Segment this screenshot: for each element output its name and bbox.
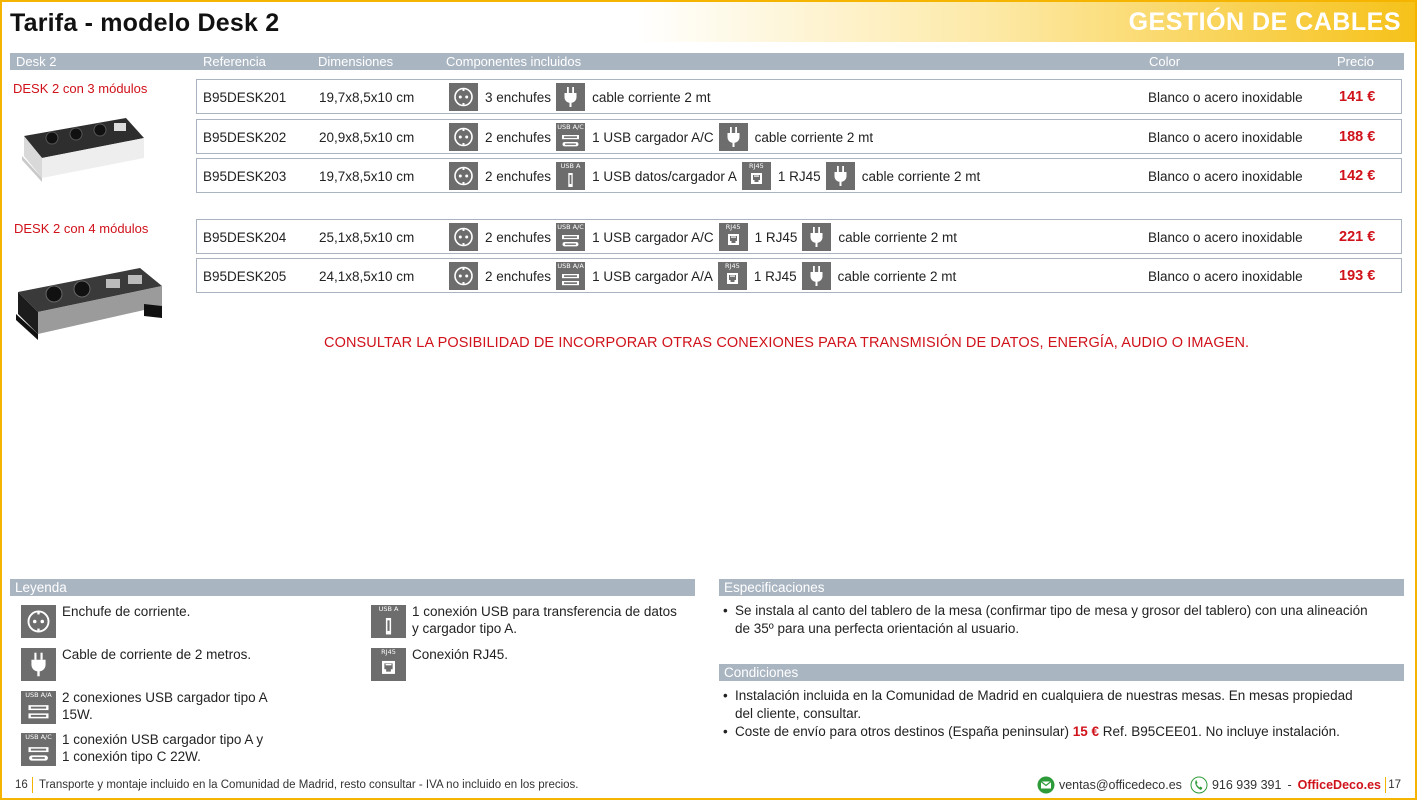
footer-divider — [1385, 777, 1386, 793]
row-dimensions: 20,9x8,5x10 cm — [319, 130, 415, 145]
col-price: Precio — [1337, 54, 1374, 69]
usb-ac-icon — [556, 223, 585, 251]
component-text: cable corriente 2 mt — [861, 168, 981, 184]
plug-icon — [826, 162, 855, 190]
specs-line2: de 35º para una perfecta orientación al usuario. — [735, 621, 1020, 636]
row-color: Blanco o acero inoxidable — [1148, 130, 1303, 145]
section-title: GESTIÓN DE CABLES — [1128, 8, 1401, 36]
legend-line1: Cable de corriente de 2 metros. — [62, 647, 252, 662]
conditions-item — [721, 723, 1411, 741]
legend-text — [62, 731, 263, 765]
specs-title: Especificaciones — [724, 580, 825, 595]
row-components — [449, 83, 716, 111]
rj45-icon — [718, 262, 747, 290]
row-price: 142 € — [1339, 168, 1376, 184]
rj45-icon — [742, 162, 771, 190]
legend-line2: y cargador tipo A. — [412, 621, 518, 636]
table-row — [196, 119, 1402, 154]
conditions-b1-line1: Instalación incluida en la Comunidad de Madrid en cualquiera de nuestras mesas. En mesas propiedad — [735, 688, 1353, 703]
plug-icon — [719, 123, 748, 151]
plug-icon — [556, 83, 585, 111]
row-price: 188 € — [1339, 129, 1376, 145]
row-color: Blanco o acero inoxidable — [1148, 169, 1303, 184]
desk2-3-modules-image — [16, 108, 148, 184]
row-dimensions: 24,1x8,5x10 cm — [319, 269, 415, 284]
row-dimensions: 19,7x8,5x10 cm — [319, 169, 415, 184]
component-text: 2 enchufes — [485, 268, 552, 284]
table-header — [10, 53, 1404, 70]
col-comp: Componentes incluidos — [446, 54, 582, 69]
row-price: 193 € — [1339, 268, 1376, 284]
row-components — [449, 223, 962, 251]
component-text: 1 USB cargador A/A — [592, 268, 713, 284]
plug-icon — [21, 648, 56, 681]
legend-line1: Enchufe de corriente. — [62, 604, 191, 619]
specs-line1: Se instala al canto del tablero de la mesa (confirmar tipo de mesa y grosor del tablero) con una alineación — [735, 603, 1368, 618]
conditions-item — [721, 687, 1411, 723]
conditions-list — [721, 687, 1411, 741]
row-reference: B95DESK202 — [203, 130, 287, 145]
usb-ac-icon — [556, 123, 585, 151]
legend-item — [21, 605, 190, 638]
legend-line2: 1 conexión tipo C 22W. — [62, 749, 201, 764]
plug-icon — [802, 223, 831, 251]
row-components — [449, 262, 961, 290]
usb-a-icon — [556, 162, 585, 190]
row-dimensions: 19,7x8,5x10 cm — [319, 90, 415, 105]
legend-text — [412, 603, 677, 637]
usb-aa-icon-tag: USB A/A — [557, 262, 584, 270]
specs-item — [721, 602, 1411, 638]
footer-dash: - — [1287, 778, 1292, 792]
legend-line2: 15W. — [62, 707, 93, 722]
legend-item — [371, 648, 508, 681]
row-reference: B95DESK201 — [203, 90, 287, 105]
usb-ac-icon-tag: USB A/C — [25, 733, 52, 741]
legend-text — [62, 689, 268, 723]
footer-brand[interactable]: OfficeDeco.es — [1297, 778, 1381, 792]
table-row — [196, 158, 1402, 193]
legend-title-bar — [10, 579, 695, 596]
rj45-icon — [371, 648, 406, 681]
usb-ac-icon — [21, 733, 56, 766]
rj45-icon — [719, 223, 748, 251]
specs-title-bar — [719, 579, 1404, 596]
page-number-right: 17 — [1388, 779, 1401, 791]
row-reference: B95DESK205 — [203, 269, 287, 284]
conditions-b1-line2: del cliente, consultar. — [735, 706, 862, 721]
usb-aa-icon — [21, 691, 56, 724]
footer-note: Transporte y montaje incluido en la Comunidad de Madrid, resto consultar - IVA no incluido en los precios. — [39, 779, 579, 791]
socket-icon — [449, 223, 478, 251]
component-text: 1 RJ45 — [754, 229, 798, 245]
conditions-b2-pre: Coste de envío para otros destinos (España peninsular) — [735, 724, 1069, 739]
col-ref: Referencia — [203, 54, 266, 69]
component-text: 1 RJ45 — [753, 268, 797, 284]
page-footer — [0, 775, 1417, 797]
email-icon — [1037, 776, 1055, 794]
usb-ac-icon-tag: USB A/C — [557, 223, 584, 231]
component-text: cable corriente 2 mt — [837, 268, 957, 284]
page-number-left: 16 — [15, 779, 28, 791]
legend-line1: 1 conexión USB para transferencia de datos — [412, 604, 677, 619]
component-text: cable corriente 2 mt — [754, 129, 874, 145]
component-text: cable corriente 2 mt — [838, 229, 957, 245]
page-title: Tarifa - modelo Desk 2 — [10, 9, 280, 37]
table-row — [196, 219, 1402, 254]
component-text: 3 enchufes — [485, 89, 552, 105]
page-header — [2, 2, 1415, 42]
legend-line1: 2 conexiones USB cargador tipo A — [62, 690, 268, 705]
footer-email[interactable]: ventas@officedeco.es — [1058, 778, 1182, 792]
row-color: Blanco o acero inoxidable — [1148, 230, 1303, 245]
table-row — [196, 258, 1402, 293]
legend-item — [21, 648, 251, 681]
row-dimensions: 25,1x8,5x10 cm — [319, 230, 415, 245]
socket-icon — [449, 83, 478, 111]
component-text: 1 RJ45 — [777, 168, 821, 184]
legend-item — [21, 733, 263, 766]
row-color: Blanco o acero inoxidable — [1148, 269, 1303, 284]
socket-icon — [449, 162, 478, 190]
component-text: 2 enchufes — [485, 229, 552, 245]
footer-divider — [32, 777, 33, 793]
component-text: 1 USB datos/cargador A — [592, 168, 737, 184]
conditions-title: Condiciones — [724, 665, 799, 680]
usb-aa-icon-tag: USB A/A — [25, 691, 52, 699]
row-color: Blanco o acero inoxidable — [1148, 90, 1303, 105]
socket-icon — [21, 605, 56, 638]
table-row — [196, 79, 1402, 114]
desk2-4-modules-image — [14, 262, 166, 342]
legend-item — [371, 605, 677, 638]
component-text: 2 enchufes — [485, 129, 552, 145]
legend-line1: 1 conexión USB cargador tipo A y — [62, 732, 264, 747]
col-model: Desk 2 — [16, 54, 57, 69]
group-label-4-modules: DESK 2 con 4 módulos — [14, 221, 149, 236]
legend-text — [62, 603, 190, 620]
component-text: 2 enchufes — [485, 168, 552, 184]
col-dim: Dimensiones — [318, 54, 394, 69]
consult-notice: CONSULTAR LA POSIBILIDAD DE INCORPORAR OTRAS CONEXIONES PARA TRANSMISIÓN DE DATOS, ENERGÍA, AUDIO O IMAGEN. — [324, 335, 1250, 351]
rj45-icon-tag: RJ45 — [381, 648, 396, 656]
conditions-title-bar — [719, 664, 1404, 681]
legend-line1: Conexión RJ45. — [412, 647, 509, 662]
col-color: Color — [1149, 54, 1181, 69]
row-price: 141 € — [1339, 89, 1376, 105]
row-price: 221 € — [1339, 229, 1376, 245]
usb-a-icon — [371, 605, 406, 638]
rj45-icon-tag: RJ45 — [749, 162, 764, 170]
legend-text — [412, 646, 508, 663]
row-reference: B95DESK204 — [203, 230, 287, 245]
footer-phone[interactable]: 916 939 391 — [1211, 778, 1282, 792]
row-components — [449, 162, 985, 190]
phone-icon — [1190, 776, 1208, 794]
specs-list — [721, 602, 1411, 638]
footer-contact — [1037, 776, 1381, 794]
socket-icon — [449, 262, 478, 290]
socket-icon — [449, 123, 478, 151]
component-text: 1 USB cargador A/C — [592, 229, 714, 245]
usb-ac-icon-tag: USB A/C — [557, 123, 584, 131]
usb-a-icon-tag: USB A — [560, 162, 581, 170]
row-components — [449, 123, 878, 151]
plug-icon — [802, 262, 831, 290]
component-text: cable corriente 2 mt — [592, 89, 711, 105]
shipping-price: 15 € — [1072, 724, 1099, 739]
conditions-b2-post: Ref. B95CEE01. No incluye instalación. — [1102, 724, 1340, 739]
usb-a-icon-tag: USB A — [378, 605, 399, 613]
group-label-3-modules: DESK 2 con 3 módulos — [13, 81, 148, 96]
legend-item — [21, 691, 268, 724]
usb-aa-icon — [556, 262, 585, 290]
rj45-icon-tag: RJ45 — [725, 262, 740, 270]
rj45-icon-tag: RJ45 — [725, 223, 741, 231]
legend-text — [62, 646, 251, 663]
component-text: 1 USB cargador A/C — [592, 129, 714, 145]
legend-title: Leyenda — [15, 580, 67, 595]
row-reference: B95DESK203 — [203, 169, 287, 184]
